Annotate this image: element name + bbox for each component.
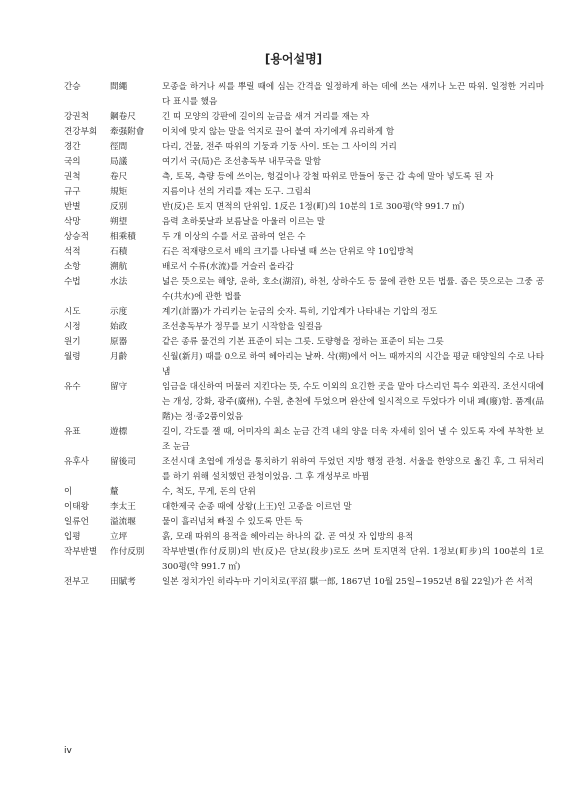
entry-definition: 같은 종류 물건의 기본 표준이 되는 그릇. 도량형을 정하는 표준이 되는 그릇 — [162, 337, 444, 347]
entry-hanja: 作付反別 — [110, 547, 145, 557]
glossary-entry — [64, 185, 544, 200]
entry-term: 월령 — [64, 352, 81, 362]
glossary-entry — [64, 140, 544, 155]
entry-hanja: 留守 — [110, 382, 128, 392]
entry-definition: 계기(計器)가 가리키는 눈금의 숫자. 특히, 기압계가 나타내는 기압의 정도 — [162, 307, 438, 317]
entry-term: 상승적 — [64, 232, 89, 242]
glossary-entry — [64, 215, 544, 230]
entry-hanja: 石積 — [110, 247, 128, 257]
glossary-entry — [64, 155, 544, 170]
entry-definition: 대한제국 순종 때에 상왕(上王)인 고종을 이르던 말 — [162, 502, 352, 512]
entry-hanja: 卷尺 — [110, 172, 128, 182]
entry-definition: 길이, 각도를 잴 때, 어미자의 최소 눈금 간격 내의 양을 더욱 자세히 읽어 낼 수 있도록 자에 부착한 보조 눈금 — [162, 427, 544, 452]
entry-definition: 배로서 수류(水流)를 거슬러 올라감 — [162, 262, 294, 272]
glossary-entry — [64, 500, 544, 515]
entry-definition: 반(反)은 토지 면적의 단위임. 1反은 1정(町)의 10분의 1로 300평(약 991.7 ㎡) — [162, 202, 465, 212]
glossary-entry — [64, 530, 544, 545]
entry-term: 권척 — [64, 172, 81, 182]
entry-term: 유표 — [64, 427, 81, 437]
entry-hanja: 遊標 — [110, 427, 128, 437]
glossary-entry — [64, 545, 544, 575]
glossary-entry — [64, 275, 544, 305]
entry-hanja: 局議 — [110, 157, 128, 167]
entry-hanja: 釐 — [110, 487, 119, 497]
entry-term: 시정 — [64, 322, 81, 332]
entry-definition: 다리, 건물, 전주 따위의 기둥과 기둥 사이. 또는 그 사이의 거리 — [162, 142, 397, 152]
entry-definition: 넓은 뜻으로는 해양, 운하, 호소(湖沼), 하천, 상하수도 등 물에 관한 모든 법률. 좁은 뜻으로는 그중 공수(共水)에 관한 법률 — [162, 277, 544, 302]
entry-term: 이 — [64, 487, 73, 497]
entry-term: 전부고 — [64, 577, 89, 587]
glossary-entry — [64, 485, 544, 500]
entry-hanja: 月齡 — [110, 352, 128, 362]
entry-hanja: 留後司 — [110, 457, 136, 467]
page-number: iv — [64, 746, 72, 756]
entry-hanja: 溢流堰 — [110, 517, 136, 527]
entry-definition: 이치에 맞지 않는 말을 억지로 끌어 붙여 자기에게 유리하게 함 — [162, 127, 395, 137]
entry-term: 경간 — [64, 142, 81, 152]
entry-hanja: 水法 — [110, 277, 128, 287]
entry-definition: 임금을 대신하여 머물러 지킨다는 뜻, 수도 이외의 요긴한 곳을 맡아 다스리던 특수 외관직. 조선시대에는 개성, 강화, 광주(廣州), 수원, 춘천에 두었으며 완산에 일시적으로 두었다가 이내 폐(廢)함. 품계(品階)는 정·종2품이었음 — [162, 382, 544, 422]
glossary-entry — [64, 380, 544, 425]
entry-definition: 물이 흘러넘쳐 빠질 수 있도록 만든 둑 — [162, 517, 303, 527]
entry-term: 삭망 — [64, 217, 81, 227]
entry-term: 간승 — [64, 82, 81, 92]
entry-definition: 여기서 국(局)은 조선총독부 내무국을 말함 — [162, 157, 322, 167]
glossary-entry — [64, 80, 544, 110]
entry-term: 국의 — [64, 157, 81, 167]
entry-definition: 수, 척도, 무게, 돈의 단위 — [162, 487, 256, 497]
entry-definition: 측, 토목, 측량 등에 쓰이는, 헝겊이나 강철 따위로 만들어 둥근 갑 속에 말아 넣도록 된 자 — [162, 172, 494, 182]
entry-definition: 지름이나 선의 거리를 재는 도구. 그림쇠 — [162, 187, 312, 197]
entry-hanja: 田賦考 — [110, 577, 136, 587]
entry-definition: 조선시대 초엽에 개성을 통치하기 위하여 두었던 지방 행정 관청. 서울을 한양으로 옮긴 후, 그 뒤처리를 하기 위해 설치했던 관청이었음. 그 후 개성부로 바뀜 — [162, 457, 544, 482]
entry-hanja: 溯航 — [110, 262, 128, 272]
entry-hanja: 反別 — [110, 202, 128, 212]
entry-hanja: 示度 — [110, 307, 128, 317]
entry-term: 이태왕 — [64, 502, 89, 512]
entry-hanja: 原器 — [110, 337, 128, 347]
entry-term: 견강부회 — [64, 127, 98, 137]
entry-hanja: 相乘積 — [110, 232, 136, 242]
glossary-entry — [64, 320, 544, 335]
glossary-entry — [64, 200, 544, 215]
entry-term: 규구 — [64, 187, 81, 197]
glossary-entry — [64, 230, 544, 245]
entry-term: 석적 — [64, 247, 81, 257]
glossary-entry — [64, 335, 544, 350]
entry-definition: 긴 띠 모양의 강판에 길이의 눈금을 새겨 거리를 재는 자 — [162, 112, 370, 122]
page-title: [용어설명] — [264, 52, 323, 66]
entry-hanja: 朔望 — [110, 217, 128, 227]
entry-definition: 모종을 하거나 씨를 뿌릴 때에 심는 간격을 일정하게 하는 데에 쓰는 새끼나 노끈 따위. 일정한 거리마다 표시를 했음 — [162, 82, 544, 107]
glossary-entry — [64, 455, 544, 485]
entry-definition: 흙, 모래 따위의 용적을 헤아리는 하나의 값. 곧 여섯 자 입방의 용적 — [162, 532, 414, 542]
glossary-entry — [64, 515, 544, 530]
entry-term: 소항 — [64, 262, 81, 272]
entry-hanja: 李太王 — [110, 502, 136, 512]
entry-definition: 두 개 이상의 수를 서로 곱하여 얻은 수 — [162, 232, 306, 242]
entry-term: 수법 — [64, 277, 81, 287]
entry-definition: 일본 정치가인 히라누마 기이치로(平沼 騏一郎, 1867년 10월 25일~1952년 8월 22일)가 쓴 서적 — [162, 577, 533, 587]
entry-term: 강권척 — [64, 112, 89, 122]
glossary-list — [64, 80, 544, 590]
glossary-entry — [64, 425, 544, 455]
glossary-entry — [64, 575, 544, 590]
entry-term: 입평 — [64, 532, 81, 542]
entry-term: 반별 — [64, 202, 81, 212]
entry-term: 시도 — [64, 307, 81, 317]
glossary-entry — [64, 260, 544, 275]
entry-term: 작부반별 — [64, 547, 98, 557]
entry-hanja: 牽强附會 — [110, 127, 145, 137]
glossary-entry — [64, 170, 544, 185]
entry-hanja: 徑間 — [110, 142, 128, 152]
entry-hanja: 間繩 — [110, 82, 128, 92]
glossary-entry — [64, 245, 544, 260]
entry-definition: 조선총독부가 정무를 보기 시작함을 일컬음 — [162, 322, 323, 332]
entry-definition: 石은 적재량으로서 배의 크기를 나타낼 때 쓰는 단위로 약 10입방척 — [162, 247, 414, 257]
entry-term: 일류언 — [64, 517, 89, 527]
glossary-entry — [64, 305, 544, 320]
glossary-entry — [64, 125, 544, 140]
entry-definition: 작부반별(作付反別)의 반(反)은 단보(段步)로도 쓰며 토지면적 단위. 1정보(町步)의 100분의 1로 300평(약 991.7 ㎡) — [162, 547, 544, 572]
glossary-entry — [64, 350, 544, 380]
entry-hanja: 規矩 — [110, 187, 128, 197]
entry-hanja: 立坪 — [110, 532, 128, 542]
entry-term: 유후사 — [64, 457, 89, 467]
entry-hanja: 鋼卷尺 — [110, 112, 136, 122]
entry-term: 유수 — [64, 382, 81, 392]
entry-term: 원기 — [64, 337, 81, 347]
glossary-entry — [64, 110, 544, 125]
entry-hanja: 始政 — [110, 322, 128, 332]
entry-definition: 음력 초하룻날과 보름날을 아울러 이르는 말 — [162, 217, 326, 227]
entry-definition: 신월(新月) 때를 0으로 하여 헤아리는 날짜. 삭(朔)에서 어느 때까지의 시간을 평균 태양일의 수로 나타냄 — [162, 352, 544, 377]
